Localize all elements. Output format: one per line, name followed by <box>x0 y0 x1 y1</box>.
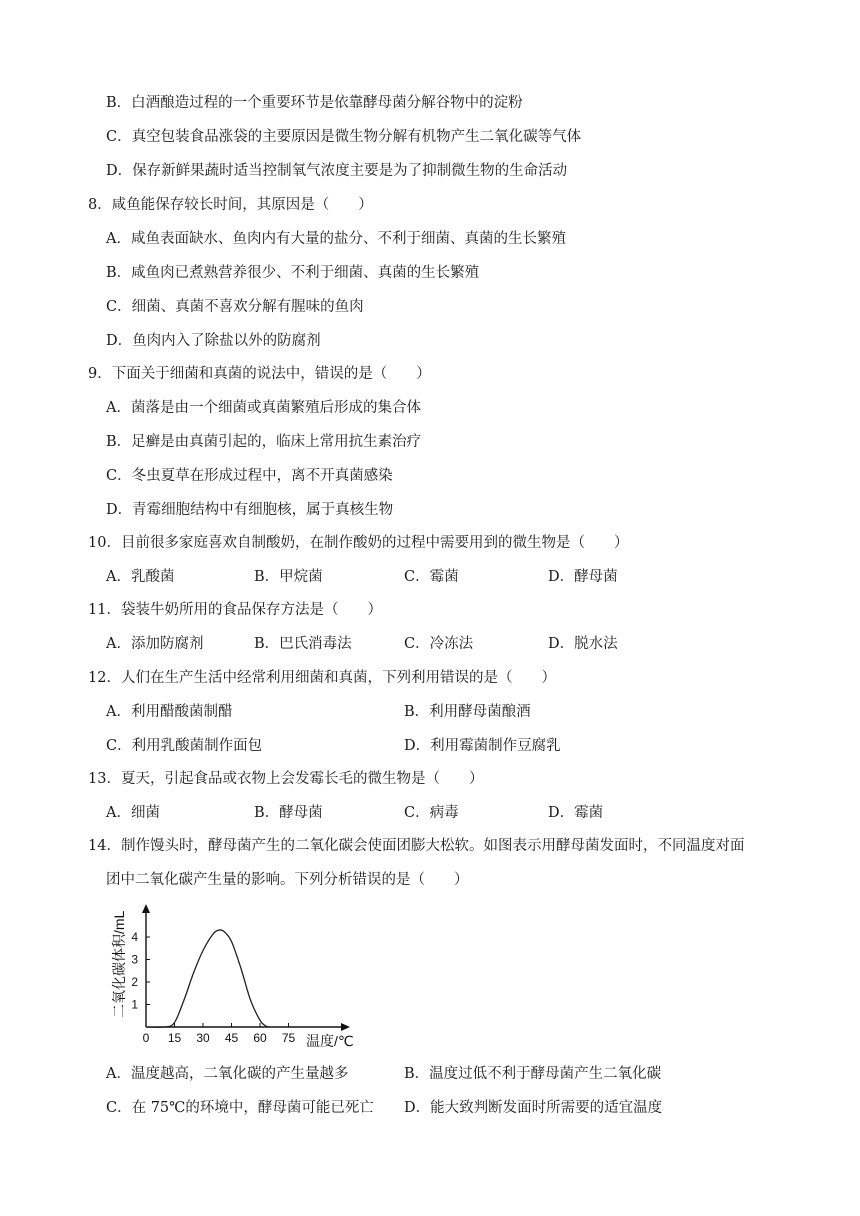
q11-option-b: B．巴氏消毒法 <box>254 636 352 652</box>
q10-stem: 10．目前很多家庭喜欢自制酸奶，在制作酸奶的过程中需要用到的微生物是（ ） <box>88 535 629 551</box>
q13-option-a: A．细菌 <box>106 805 160 821</box>
q8-option-b: B．咸鱼肉已煮熟营养很少、不利于细菌、真菌的生长繁殖 <box>106 265 480 281</box>
q14-option-c: C．在 75℃的环境中，酵母菌可能已死亡 <box>106 1100 374 1116</box>
q9-option-c: C．冬虫夏草在形成过程中，离不开真菌感染 <box>106 468 393 484</box>
q7-option-c: C．真空包装食品涨袋的主要原因是微生物分解有机物产生二氧化碳等气体 <box>106 129 582 145</box>
co2-temperature-chart <box>100 896 360 1056</box>
q10-option-d: D．酵母菌 <box>548 569 618 585</box>
q12-option-d: D．利用霉菌制作豆腐乳 <box>404 738 561 754</box>
q11-stem: 11．袋装牛奶所用的食品保存方法是（ ） <box>88 602 382 618</box>
q9-option-a: A．菌落是由一个细菌或真菌繁殖后形成的集合体 <box>106 400 421 416</box>
q12-option-b: B．利用酵母菌酿酒 <box>404 704 531 720</box>
q13-stem: 13．夏天，引起食品或衣物上会发霉长毛的微生物是（ ） <box>88 771 484 787</box>
x-tick-label: 60 <box>253 1031 267 1045</box>
x-axis-label: 温度/℃ <box>306 1033 354 1049</box>
q12-option-c: C．利用乳酸菌制作面包 <box>106 738 263 754</box>
q11-option-d: D．脱水法 <box>548 636 618 652</box>
x-tick-label: 45 <box>224 1031 239 1045</box>
q8-stem: 8．咸鱼能保存较长时间，其原因是（ ） <box>88 197 373 213</box>
y-tick-label: 2 <box>131 975 138 989</box>
y-tick-label: 3 <box>131 952 138 967</box>
q11-option-c: C．冷冻法 <box>404 636 474 652</box>
y-tick-label: 1 <box>131 997 138 1012</box>
y-axis-label: 二氧化碳体积/mL <box>111 910 127 1018</box>
q8-option-a: A．咸鱼表面缺水、鱼肉内有大量的盐分、不利于细菌、真菌的生长繁殖 <box>106 231 566 247</box>
q13-option-b: B．酵母菌 <box>254 805 323 821</box>
q9-option-d: D．青霉细胞结构中有细胞核，属于真核生物 <box>106 502 394 518</box>
x-axis-arrow <box>341 1023 350 1031</box>
x-tick-label: 75 <box>281 1031 296 1045</box>
q12-stem: 12．人们在生产生活中经常利用细菌和真菌，下列利用错误的是（ ） <box>88 670 556 686</box>
q9-stem: 9．下面关于细菌和真菌的说法中，错误的是（ ） <box>88 366 431 382</box>
y-axis-arrow <box>142 904 150 913</box>
q13-option-c: C．病毒 <box>404 805 459 821</box>
q14-stem-line2: 团中二氧化碳产生量的影响。下列分析错误的是（ ） <box>106 872 469 888</box>
q14-option-d: D．能大致判断发面时所需要的适宜温度 <box>404 1100 663 1116</box>
q13-option-d: D．霉菌 <box>548 805 604 821</box>
q12-option-a: A．利用醋酸菌制醋 <box>106 704 233 720</box>
q14-stem-line1: 14．制作馒头时，酵母菌产生的二氧化碳会使面团膨大松软。如图表示用酵母菌发面时，不同温度对面 <box>88 838 745 854</box>
q8-option-d: D．鱼肉内入了除盐以外的防腐剂 <box>106 333 321 349</box>
q9-option-b: B．足癣是由真菌引起的，临床上常用抗生素治疗 <box>106 434 422 450</box>
q8-option-c: C．细菌、真菌不喜欢分解有腥味的鱼肉 <box>106 299 364 315</box>
y-tick-label: 4 <box>131 930 138 944</box>
q14-option-a: A．温度越高，二氧化碳的产生量越多 <box>106 1066 349 1082</box>
co2-curve <box>146 930 270 1027</box>
q10-option-c: C．霉菌 <box>404 569 459 585</box>
x-tick-label: 30 <box>196 1031 210 1045</box>
q11-option-a: A．添加防腐剂 <box>106 636 204 652</box>
x-tick-label: 0 <box>142 1031 150 1045</box>
chart-series <box>146 930 270 1027</box>
q7-option-d: D．保存新鲜果蔬时适当控制氧气浓度主要是为了抑制微生物的生命活动 <box>106 163 568 179</box>
x-tick-label: 15 <box>167 1031 182 1045</box>
q14-option-b: B．温度过低不利于酵母菌产生二氧化碳 <box>404 1066 662 1082</box>
q7-option-b: B．白酒酿造过程的一个重要环节是依靠酵母菌分解谷物中的淀粉 <box>106 95 523 111</box>
chart-axes <box>142 904 350 1031</box>
q10-option-b: B．甲烷菌 <box>254 569 323 585</box>
q10-option-a: A．乳酸菌 <box>106 569 175 585</box>
